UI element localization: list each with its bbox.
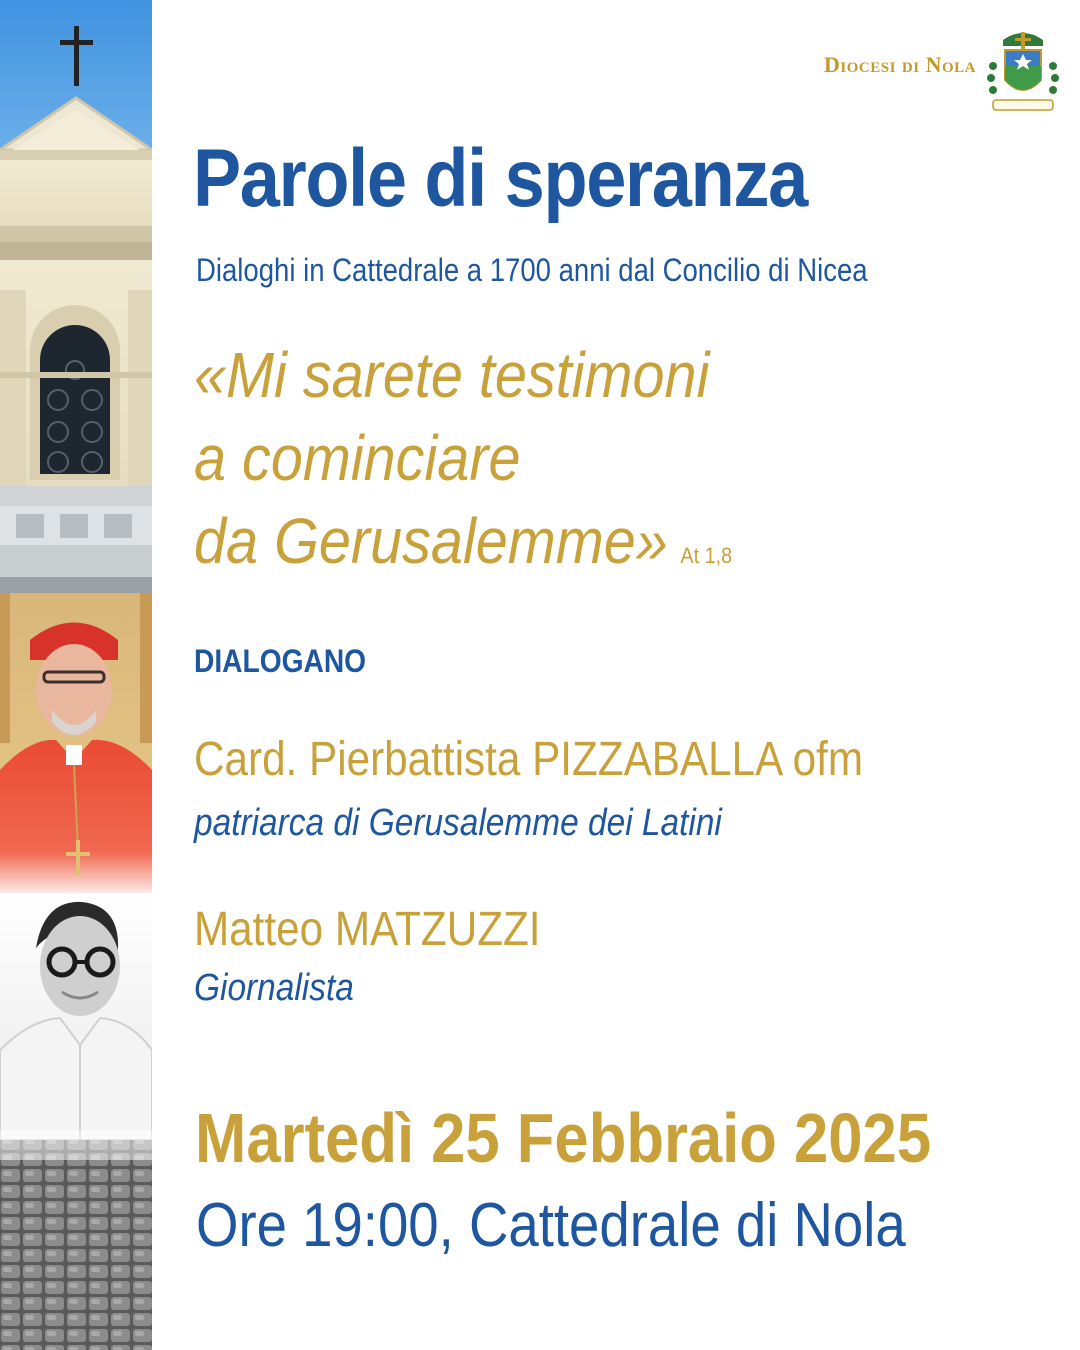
quote-line-3-text: da Gerusalemme»	[194, 505, 668, 577]
speaker-1-name: Card. Pierbattista PIZZABALLA ofm	[194, 733, 864, 786]
speaker-1-role: patriarca di Gerusalemme dei Latini	[194, 802, 722, 844]
cathedral-collage-image	[0, 0, 152, 1350]
photo-strip	[0, 0, 152, 1350]
quote-reference: At 1,8	[680, 543, 733, 568]
quote-line-2: a cominciare	[194, 422, 521, 494]
quote-line-1: «Mi sarete testimoni	[194, 339, 710, 411]
page-title: Parole di speranza	[193, 133, 807, 224]
diocese-name: Diocesi di Nola	[824, 52, 976, 77]
event-time-place: Ore 19:00, Cattedrale di Nola	[196, 1191, 906, 1260]
speaker-2-name: Matteo MATZUZZI	[194, 903, 541, 956]
quote-line-3	[194, 504, 732, 578]
page-subtitle: Dialoghi in Cattedrale a 1700 anni dal Concilio di Nicea	[196, 252, 868, 288]
coat-of-arms-icon	[985, 26, 1061, 122]
speakers-heading: DIALOGANO	[194, 643, 367, 679]
event-date: Martedì 25 Febbraio 2025	[195, 1099, 932, 1177]
speaker-2-role: Giornalista	[194, 967, 354, 1009]
